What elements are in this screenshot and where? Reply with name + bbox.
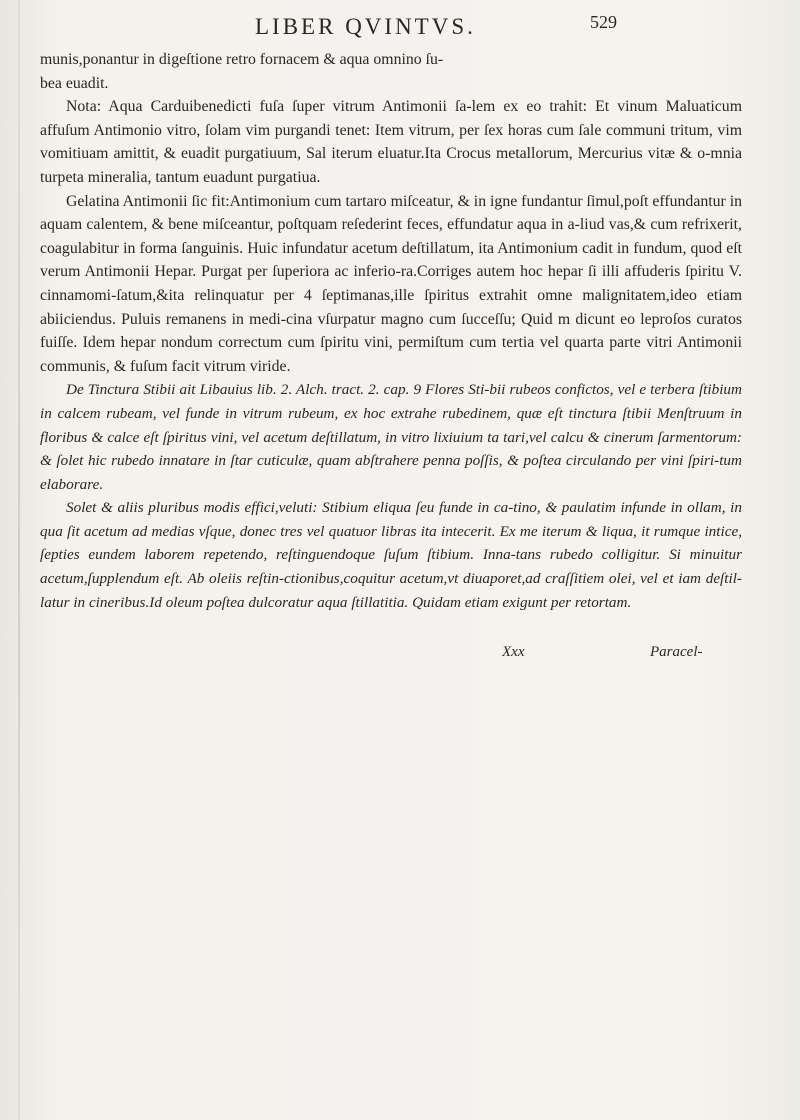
running-head: LIBER QVINTVS. — [255, 14, 476, 39]
signature-mark: Xxx — [502, 644, 525, 661]
paragraph-gelatina: Gelatina Antimonii ſic fit:Antimonium cum tartaro miſceatur, & in igne fundantur ſimul,poſt effundantur in aquam calentem, & bene miſceantur, poſtquam reſederint feces, effundatur aqua in a-liud vas,& cum refrixerit, coagulabitur in forma ſanguinis. Huic infundatur acetum deſtillatum, ita Antimonium cadit in fundum, quod eſt verum Antimonii Hepar. Purgat per ſuperiora ac inferio-ra.Corriges autem hoc hepar ſi illi affuderis ſpiritu V. cinnamomi-ſatum,&ita relinquatur per 4 ſeptimanas,ille ſpiritus extrahit omne malignitatem,ideo etiam abiiciendus. Puluis remanens in medi-cina vſurpatur magno cum ſucceſſu; Quid m dicunt eo leproſos curatos fuiſſe. Idem hepar nondum correctum cum ſpiritu vini, permiſtum cum tertia vel quarta parte vitri Antimonii communis, & fuſum facit vitrum viride. — [40, 192, 743, 375]
paragraph-opening-line: munis,ponantur in digeſtione retro fornacem & aqua omnino ſu- — [40, 51, 444, 68]
page-text — [40, 48, 743, 661]
paragraph-tinctura: De Tinctura Stibii ait Libauius lib. 2. Alch. tract. 2. cap. 9 Flores Sti-bii rubeos confictos, vel e terbera ſtibium in calcem rubeam, vel funde in vitrum rubeum, ex hoc extrahe rubedinem, quæ eſt tinctura ſtibii Menſtruum in floribus & calce eſt ſpiritus vini, vel acetum deſtillatum, in vitro lixiuium ta tari,vel calcu & cinerum ſarmentorum: & ſolet hic rubedo innatare in ſtar cuticulæ, quam abſtrahere penna poſſis, & poſtea circulando per vini ſpiri-tum elaborare. — [40, 381, 742, 493]
paragraph-euadit: bea euadit. — [40, 74, 109, 92]
paragraph-solet: Solet & aliis pluribus modis effici,veluti: Stibium eliqua ſeu funde in ca-tino, & paulatim infunde in ollam, in qua ſit acetum ad medias vſque, donec tres vel quatuor libras ita intecerit. Ex me iterum & liqua, it rumque intice, ſepties eundem laborem repetendo, reſtinguendoque ſuſum ſtibium. Inna-tans rubedo colligitur. Si minuitur acetum,ſupplendum eſt. Ab oleiis reſtin-ctionibus,coquitur acetum,vt diuaporet,ad craſſitiem olei, vel et iam deſtil-latur in cineribus.Id oleum poſtea dulcoratur aqua ſtillatitia. Quidam etiam exigunt per retortam. — [40, 499, 742, 611]
catchword: Paracel- — [650, 644, 703, 661]
paragraph-nota: Nota: Aqua Carduibenedicti fuſa ſuper vitrum Antimonii ſa-lem ex eo trahit: Et vinum Maluaticum affuſum Antimonio vitro, ſolam vim purgandi tenet: Item vitrum, per ſex horas cum ſale communi tritum, vim vomitiuam amittit, & euadit purgatiuum, Sal iterum eluatur.Ita Crocus metallorum, Mercurius vitæ & o-mnia turpeta mineralia, tantum euadunt purgatiua. — [40, 98, 742, 186]
page-header — [0, 10, 800, 50]
page-number: 529 — [590, 12, 617, 32]
gutter-shadow — [18, 0, 20, 1120]
